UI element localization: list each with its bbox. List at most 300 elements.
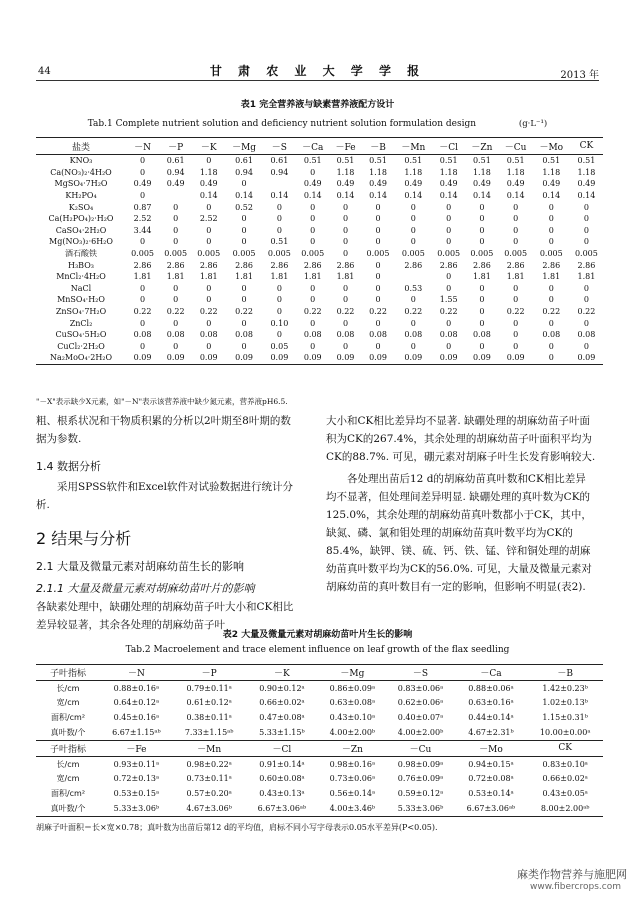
table-row [36,294,603,306]
table-row [36,786,603,801]
value-cell: 0 [173,225,179,235]
salt-name-cell: MnSO₄·H₂O [57,295,105,305]
value-cell: 0.14 [439,191,458,201]
value-cell: 0 [583,318,589,328]
value-cell: 0.53 [404,283,423,293]
value-cell: 0.90±0.12ᵃ [259,683,305,693]
value-cell: 0 [446,341,452,351]
value-cell: 0.09 [263,352,296,364]
salt-name-cell: Ca(H₂PO₄)₂·H₂O [48,214,114,224]
value-cell: 1.81 [235,272,253,282]
value-cell: 0.005 [539,249,563,259]
value-cell: 0 [241,214,247,224]
value-cell: 0.49 [404,179,423,189]
table-row [36,329,603,341]
row-label: 面积/cm² [50,789,86,799]
value-cell: 4.00±2.00ᵇ [318,725,386,740]
value-cell: 1.18 [336,167,355,177]
value-cell: 0.51 [369,156,387,166]
value-cell [159,190,192,202]
value-cell: 0 [173,295,179,305]
page-number: 44 [38,66,51,77]
value-cell: 2.86 [303,260,322,270]
value-cell: 0.005 [401,249,425,259]
table-row [36,801,603,816]
value-cell: 1.81 [472,272,491,282]
paragraph: 各处理出苗后12 d的胡麻幼苗真叶数和CK相比差异均不显著，但处理间差异明显. 缺硼处理的真叶数为CK的125.0%，其余处理的胡麻幼苗真叶数都小于CK，其中，缺氮、磷、氯和钼处理的胡麻幼苗真叶数平均为CK的85.4%，缺钾、镁、硫、钙、铁、锰、锌和铜处理的胡麻幼苗真叶数平均为CK的56.0%. 可见，大量及微量元素对胡麻幼苗的真叶数目有一定的影响，但影响不明显(表2). [326,473,592,593]
value-cell: 5.33±3.06ᵇ [100,801,173,816]
value-cell: 0.22 [577,307,596,317]
value-cell: 0.56±0.14ᵃ [329,789,376,799]
value-cell: 0.66±0.02ᵃ [259,698,305,708]
value-cell: 0.38±0.11ᵃ [186,713,232,723]
value-cell: 0.63±0.08ᵃ [329,698,376,708]
value-cell: 0 [446,214,452,224]
value-cell: 0.72±0.13ᵃ [113,774,160,784]
value-cell: 0 [375,214,381,224]
value-cell: 0.08 [199,330,218,340]
value-cell: 0.08 [542,330,561,340]
value-cell: 0 [479,318,485,328]
value-cell: 2.52 [199,214,218,224]
value-cell: 0.09 [225,352,263,364]
value-cell: 0.44±0.14ᵃ [468,713,514,723]
heading-2-1: 2.1 大量及微量元素对胡麻幼苗生长的影响 [36,560,244,573]
table-row [36,248,603,260]
heading-1-4: 1.4 数据分析 [36,460,101,473]
value-cell: 0.10 [270,318,289,328]
value-cell [395,271,433,283]
column-header: －Cl [432,138,465,155]
heading-2-1-1: 2.1.1 大量及微量元素对胡麻幼苗叶片的影响 [36,582,255,595]
value-cell: 0.49 [166,179,185,189]
value-cell: 2.86 [199,260,218,270]
column-header: －Mn [173,740,246,756]
value-cell: 0 [140,283,146,293]
value-cell: 0.14 [303,191,322,201]
value-cell: 0.53±0.15ᵃ [113,789,160,799]
value-cell: 0.49 [369,179,387,189]
value-cell: 0 [479,295,485,305]
value-cell: 0.49 [439,179,458,189]
table-row [36,341,603,353]
value-cell: 0 [276,225,282,235]
salt-name-cell: H₃BO₃ [68,260,94,270]
value-cell: 0.08 [303,330,322,340]
column-header: －Fe [100,740,173,756]
salt-name-cell: MgSO₄·7H₂O [54,179,108,189]
value-cell: 0 [583,214,589,224]
value-cell: 5.33±1.15ᵇ [246,725,319,740]
column-header: －Mn [395,138,433,155]
value-cell [263,178,296,190]
salt-name-cell: 酒石酸铁 [65,249,97,259]
value-cell: 0 [206,341,212,351]
value-cell: 0.005 [131,249,154,259]
value-cell: 3.44 [133,225,152,235]
right-column [326,412,596,596]
value-cell: 2.86 [336,260,355,270]
value-cell: 0.51 [577,156,596,166]
value-cell: 1.18 [369,167,387,177]
salt-name-cell: KH₂PO₄ [65,191,97,201]
column-header: －Mg [318,665,386,681]
value-cell: 0 [206,237,212,247]
value-cell: 0.94 [235,167,253,177]
table-row [36,213,603,225]
column-header: －K [246,665,319,681]
value-cell: 1.55 [439,295,458,305]
value-cell: 0 [583,283,589,293]
value-cell: 0 [140,318,146,328]
value-cell: 0.09 [361,352,394,364]
value-cell: 1.81 [199,272,218,282]
value-cell: 0.49 [577,179,596,189]
value-cell: 0 [479,202,485,212]
salt-name-cell: K₂SO₄ [68,202,94,212]
value-cell: 0.94 [270,167,289,177]
table-row [36,710,603,725]
value-cell: 0.09 [159,352,192,364]
value-cell: 0 [533,352,570,364]
value-cell: 0 [548,225,554,235]
column-header: －N [100,665,173,681]
heading-2: 2 结果与分析 [36,529,132,548]
value-cell: 0.73±0.06ᵃ [329,774,376,784]
table2-header-row [36,665,603,681]
salt-name-cell: MnCl₂·4H₂O [56,272,106,282]
value-cell: 0 [310,167,316,177]
value-cell: 0.22 [506,307,525,317]
value-cell: 0 [548,237,554,247]
column-header: －P [173,665,246,681]
value-cell: 0.62±0.06ᵃ [397,698,444,708]
column-header: －Zn [318,740,386,756]
value-cell: 0.57±0.20ᵃ [186,789,232,799]
value-cell: 1.18 [404,167,423,177]
value-cell: 0 [140,191,146,201]
table1-body [36,155,603,365]
value-cell: 0.49 [133,179,152,189]
value-cell: 0.64±0.12ᵃ [113,698,160,708]
value-cell: 0 [513,225,519,235]
table-row [36,352,603,364]
value-cell: 0 [410,214,416,224]
table-row [36,680,603,695]
value-cell: 1.18 [439,167,458,177]
value-cell: 0.49 [336,179,355,189]
value-cell: 0.73±0.11ᵃ [186,774,232,784]
value-cell: 0.22 [439,307,458,317]
value-cell: 0 [173,237,179,247]
table2-caption-en: Tab.2 Macroelement and trace element influence on leaf growth of the flax seedling [125,645,510,655]
value-cell: 0.09 [296,352,330,364]
value-cell: 0.61±0.12ᵃ [186,698,232,708]
value-cell: 1.02±0.13ᵇ [542,698,588,708]
column-header: －Mo [533,138,570,155]
value-cell: 0.88±0.16ᵃ [113,683,160,693]
journal-year: 2013 年 [560,70,599,81]
value-cell: 0 [375,260,381,270]
table1-note: "－X"表示缺少X元素，如"－N"表示该营养液中缺少氮元素，营养液pH6.5. [36,397,288,406]
label-header: 子叶指标 [36,665,100,681]
value-cell: 0 [206,156,212,166]
value-cell: 0.51 [336,156,355,166]
value-cell: 0 [548,295,554,305]
value-cell: 0.22 [199,307,218,317]
value-cell: 0 [310,341,316,351]
value-cell: 0.14 [577,191,596,201]
value-cell: 2.86 [506,260,525,270]
value-cell: 0 [342,225,349,235]
column-header: CK [570,138,603,155]
value-cell: 1.81 [270,272,289,282]
value-cell: 2.86 [235,260,253,270]
value-cell: 0.47±0.08ᵃ [259,713,305,723]
value-cell: 0.51 [506,156,525,166]
table-row [36,178,603,190]
value-cell: 0.91±0.14ᵃ [259,759,305,769]
value-cell: 0.005 [232,249,256,259]
column-header: －Ca [296,138,330,155]
header-rule [36,80,599,81]
value-cell: 0 [375,272,381,282]
value-cell: 0.61 [235,156,253,166]
value-cell: 0 [375,237,381,247]
table-row [36,772,603,787]
table-row [36,190,603,202]
value-cell: 0.22 [336,307,355,317]
value-cell: 1.81 [506,272,525,282]
column-header: －B [361,138,394,155]
salt-name-cell: CuCl₂·2H₂O [57,341,105,351]
table1-header-row [36,138,603,155]
value-cell: 0.14 [542,191,561,201]
column-header: －B [527,665,603,681]
value-cell: 0.61 [270,156,289,166]
value-cell: 8.00±2.00ᵃᵇ [527,801,603,816]
value-cell: 0.08 [133,330,152,340]
value-cell: 4.67±3.06ᵇ [173,801,246,816]
value-cell: 4.00±2.00ᵇ [386,725,454,740]
value-cell: 0 [446,237,452,247]
value-cell: 0 [410,295,416,305]
value-cell: 0.05 [270,341,289,351]
table2 [36,664,603,817]
salt-name-cell: Ca(NO₃)₂·4H₂O [50,167,112,177]
value-cell: 0 [206,225,212,235]
value-cell: 0.86±0.09ᵃ [329,683,376,693]
table-row [36,155,603,167]
value-cell: 0.51 [270,237,289,247]
table-row [36,201,603,213]
value-cell: 0.14 [199,191,218,201]
value-cell: 0 [342,249,349,259]
value-cell: 0 [310,237,316,247]
column-header: －N [126,138,159,155]
value-cell: 0 [276,283,282,293]
value-cell: 0 [206,202,212,212]
value-cell: 0 [173,214,179,224]
salt-name-cell: ZnSO₄·7H₂O [55,307,107,317]
value-cell: 0 [513,318,519,328]
value-cell: 7.33±1.15ᵃᵇ [173,725,246,740]
value-cell: 0 [479,283,485,293]
value-cell: 0.49 [506,179,525,189]
value-cell: 0.005 [574,249,598,259]
value-cell: 0.08 [472,330,491,340]
value-cell: 0.98±0.16ᵃ [329,759,376,769]
value-cell: 0 [479,237,485,247]
value-cell: 0 [410,237,416,247]
value-cell: 0.40±0.07ᵃ [397,713,444,723]
value-cell: 0.005 [301,249,325,259]
value-cell: 1.15±0.31ᵇ [542,713,588,723]
value-cell: 0 [446,318,452,328]
value-cell: 2.86 [472,260,491,270]
value-cell: 0.76±0.09ᵃ [397,774,444,784]
value-cell: 0.22 [235,307,253,317]
value-cell: 0 [173,202,179,212]
value-cell: 0 [241,237,247,247]
left-column [36,412,298,634]
value-cell: 0 [548,341,554,351]
paragraph: 采用SPSS软件和Excel软件对试验数据进行统计分析. [36,481,293,511]
salt-name-cell: KNO₃ [69,156,93,166]
column-header: CK [527,740,603,756]
value-cell: 0.09 [432,352,465,364]
value-cell: 0.66±0.02ᵃ [542,774,588,784]
value-cell: 0.005 [366,249,390,259]
value-cell: 1.18 [577,167,596,177]
journal-title: 甘 肃 农 业 大 学 学 报 [209,64,426,78]
value-cell: 0 [410,318,416,328]
value-cell: 0 [375,318,381,328]
value-cell: 1.42±0.23ᵇ [542,683,588,693]
value-cell: 0.49 [472,179,491,189]
value-cell: 0.005 [164,249,188,259]
value-cell: 0 [342,237,349,247]
value-cell: 0.61 [166,156,185,166]
value-cell: 0 [206,318,212,328]
value-cell: 0 [310,214,316,224]
value-cell: 0 [276,307,282,317]
value-cell: 2.86 [577,260,596,270]
value-cell: 0 [513,202,519,212]
value-cell: 0 [583,225,589,235]
value-cell: 0.005 [504,249,528,259]
value-cell: 0 [342,214,349,224]
value-cell: 0 [375,283,381,293]
value-cell: 0 [241,283,247,293]
value-cell: 6.67±3.06ᵃᵇ [246,801,319,816]
value-cell: 0.14 [506,191,525,201]
column-header: －S [263,138,296,155]
value-cell: 0 [241,179,247,189]
table2-note: 胡麻子叶面积＝长×宽×0.78；真叶数为出苗后第12 d的平均值，肩标不同小写字母表示0.05水平差异(P<0.05). [36,823,438,832]
value-cell: 0.51 [542,156,561,166]
value-cell: 0.63±0.16ᵃ [468,698,514,708]
value-cell: 0 [583,202,589,212]
watermark-url: www.fibercrops.com [530,882,621,892]
table-row [36,306,603,318]
value-cell: 0.51 [472,156,491,166]
value-cell: 1.81 [542,272,561,282]
value-cell: 0.22 [542,307,561,317]
row-label: 真叶数/个 [36,801,100,816]
value-cell: 0 [513,214,519,224]
value-cell: 0.94±0.15ᵃ [468,759,514,769]
column-header-salt: 盐类 [36,138,126,155]
value-cell: 0.22 [369,307,387,317]
paragraph: 各缺素处理中，缺硼处理的胡麻幼苗子叶大小和CK相比差异较显著，其余各处理的胡麻幼苗子叶 [36,601,294,631]
value-cell: 0 [241,225,247,235]
value-cell: 0 [140,295,146,305]
value-cell: 0.83±0.06ᵃ [397,683,444,693]
value-cell: 0 [548,202,554,212]
value-cell: 0 [375,295,381,305]
paragraph: 大小和CK相比差异均不显著. 缺硼处理的胡麻幼苗子叶面积为CK的267.4%，其余处理的胡麻幼苗子叶面积平均为CK的88.7%. 可见，硼元素对胡麻子叶生长发育影响较大. [326,415,596,463]
value-cell: 5.33±3.06ᵇ [386,801,454,816]
value-cell: 0 [342,341,349,351]
value-cell: 0 [276,295,282,305]
column-header: －Mg [225,138,263,155]
row-label: 面积/cm² [50,713,86,723]
value-cell: 2.86 [404,260,423,270]
row-label: 长/cm [56,759,80,769]
value-cell: 0 [310,318,316,328]
value-cell: 0 [310,295,316,305]
value-cell: 0.14 [235,191,253,201]
value-cell: 10.00±0.00ᵃ [527,725,603,740]
value-cell: 0.72±0.08ᵃ [468,774,514,784]
value-cell: 0 [342,283,349,293]
table-row [36,259,603,271]
value-cell: 0 [206,283,212,293]
salt-name-cell: ZnCl₂ [69,318,93,328]
table2-caption-cn: 表2 大量及微量元素对胡麻幼苗叶片生长的影响 [222,630,413,640]
column-header: －Ca [455,665,528,681]
value-cell: 2.86 [542,260,561,270]
row-label: 真叶数/个 [36,725,100,740]
value-cell: 0.08 [577,330,596,340]
value-cell: 0 [479,307,485,317]
value-cell: 1.18 [199,167,218,177]
value-cell: 0.43±0.13ᵃ [259,789,305,799]
value-cell: 0.14 [472,191,491,201]
value-cell: 4.00±3.46ᵇ [318,801,386,816]
value-cell: 0.93±0.11ᵃ [113,759,160,769]
value-cell: 0 [140,237,146,247]
value-cell: 0.22 [303,307,322,317]
value-cell: 0 [513,283,519,293]
value-cell: 0.94 [166,167,185,177]
value-cell: 0 [173,318,179,328]
column-header: －S [386,665,454,681]
value-cell: 0.08 [439,330,458,340]
value-cell: 0 [583,237,589,247]
value-cell: 0 [479,341,485,351]
value-cell: 2.86 [133,260,152,270]
value-cell: 2.86 [439,260,458,270]
value-cell: 0 [446,283,452,293]
value-cell: 0 [375,225,381,235]
column-header: －Cu [499,138,533,155]
value-cell: 0.49 [542,179,561,189]
column-header: －P [159,138,192,155]
value-cell: 0 [276,202,282,212]
value-cell: 0.09 [395,352,433,364]
